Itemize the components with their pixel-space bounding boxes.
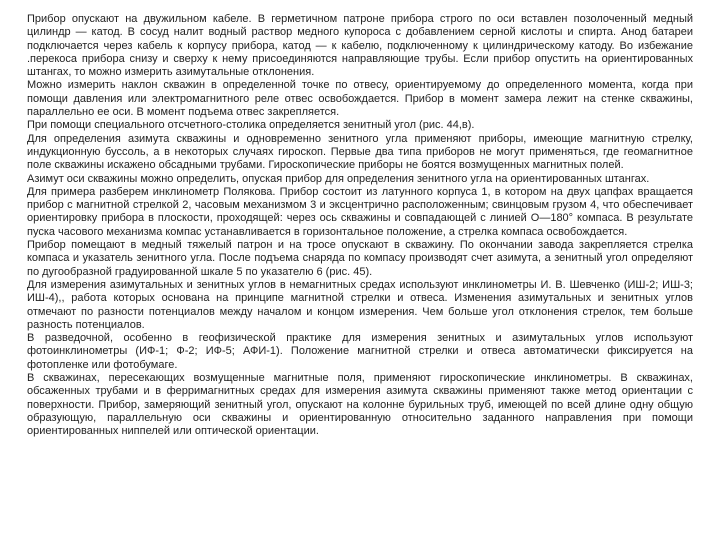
- paragraph: Азимут оси скважины можно определить, опуская прибор для определения зенитного угла на ориентированных штангах.: [27, 172, 650, 185]
- paragraph: В скважинах, пересекающих возмущенные магнитные поля, применяют гироскопические инклинометры. В скважинах, обсаженных трубами и в ферримагнитных средах для измерения азимута скважины применяют также метод ориентации с поверхности. Прибор, замеряющий зенитный угол, опускают на колонне бурильных труб, имеющей по всей длине одну общую образующую, параллельную оси скважины и ориентированную относительно заданного направления при помощи ориентированных ниппелей или оптической ориентации.: [27, 372, 693, 438]
- paragraph: Прибор опускают на двужильном кабеле. В герметичном патроне прибора строго по оси вставлен позолоченный медный цилиндр — катод. В сосуд налит водный раствор медного купороса с добавлением серной кислоты и спирта. Анод батареи подключается через кабель к корпусу прибора, катод — к кабелю, подключенному к цилиндрическому катоду. Во избежание .перекоса прибора снизу и сверху к нему присоединяются направляющие трубы. Если прибор опустить на ориентированных штангах, то можно измерить азимутальные отклонения.: [27, 13, 693, 79]
- paragraph: Для определения азимута скважины и одновременно зенитного угла применяют приборы, имеющие магнитную стрелку, индукционную буссоль, а в некоторых случаях гироскоп. Первые два типа приборов не могут применяться, где геомагнитное поле скважины искажено обсадными трубами. Гироскопические приборы не боятся возмущенных магнитных полей.: [27, 132, 693, 172]
- paragraph: Для измерения азимутальных и зенитных углов в немагнитных средах используют инклинометры И. В. Шевченко (ИШ-2; ИШ-3; ИШ-4),, работа которых основана на принципе магнитной стрелки и отвеса. Изменения азимутальных и зенитных углов отмечают по разности потенциалов между началом и концом измерения. Чем больше угол отклонения стрелок, тем больше разность потенциалов.: [27, 278, 693, 331]
- paragraph: В разведочной, особенно в геофизической практике для измерения зенитных и азимутальных углов используют фотоинклинометры (ИФ-1; Ф-2; ИФ-5; АФИ-1). Положение магнитной стрелки и отвеса автоматически фиксируется на фотопленке или фотобумаге.: [27, 332, 693, 371]
- paragraph: Прибор помещают в медный тяжелый патрон и на тросе опускают в скважину. По окончании завода закрепляется стрелка компаса и указатель зенитного угла. После подъема снаряда по компасу производят счет азимута, а зенитный угол определяют по дугообразной градуированной шкале 5 по указателю 6 (рис. 45).: [27, 239, 693, 278]
- document-text: [27, 13, 693, 439]
- paragraph: Можно измерить наклон скважин в определенной точке по отвесу, ориентируемому до определенного момента, когда при помощи давления или электромагнитного реле отвес освобождается. Прибор в момент замера лежит на стенке скважины, параллельно ее оси. В момент подъема отвес закрепляется.: [27, 79, 693, 119]
- paragraph: Для примера разберем инклинометр Полякова. Прибор состоит из латунного корпуса 1, в котором на двух цапфах вращается прибор с магнитной стрелкой 2, часовым механизмом 3 и эксцентрично расположенным; свинцовым грузом 4, что обеспечивает ориентировку прибора в плоскости, проходящей: через ось скважины и совпадающей с линией О—180° компаса. В результате пуска часового механизма компас устанавливается в горизонтальное положение, а стрелка компаса освобождается.: [27, 185, 693, 238]
- paragraph: При помощи специального отсчетного-столика определяется зенитный угол (рис. 44,в).: [27, 119, 475, 132]
